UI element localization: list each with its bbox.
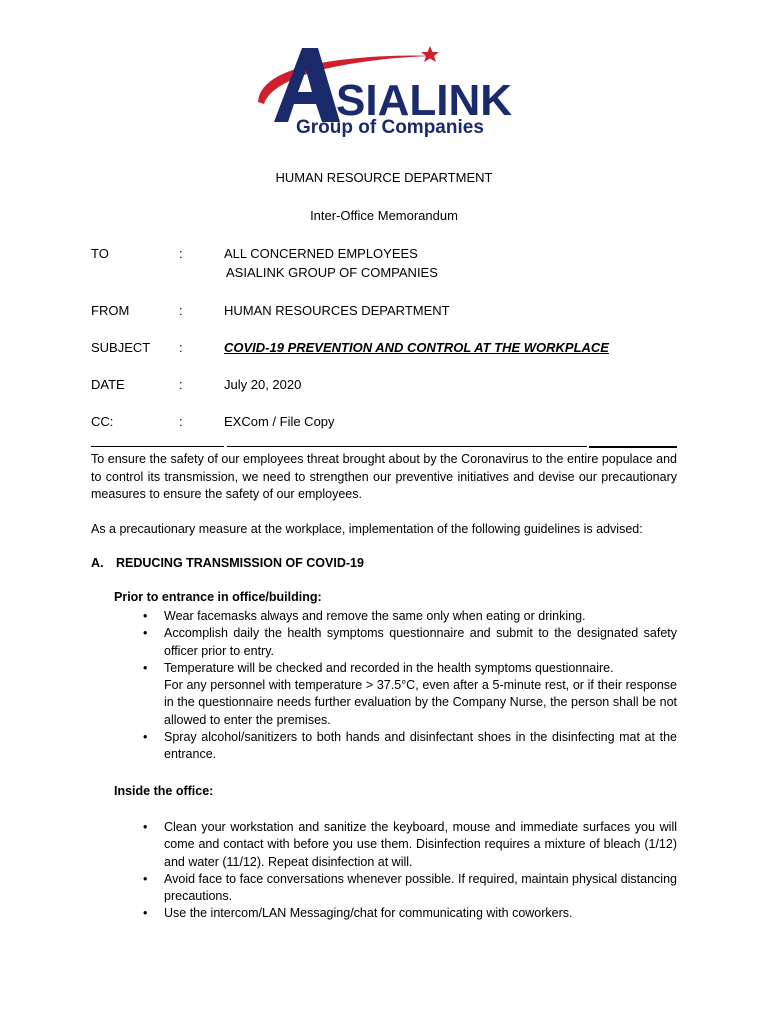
bullet: • bbox=[143, 730, 148, 745]
list-item bbox=[140, 660, 677, 729]
list-item-text-continued: For any personnel with temperature > 37.5°C, even after a 5-minute rest, or if their response in the questionnaire needs further evaluation by the Company Nurse, the person shall be not allowed to enter the premises. bbox=[164, 678, 677, 727]
bullet: • bbox=[143, 660, 148, 675]
separator-line-3 bbox=[589, 446, 677, 448]
date-value: July 20, 2020 bbox=[224, 377, 302, 392]
logo-graphic bbox=[250, 40, 520, 140]
memo-type: Inter-Office Memorandum bbox=[310, 208, 458, 223]
logo-tagline: Group of Companies bbox=[296, 117, 484, 138]
department-title: HUMAN RESOURCE DEPARTMENT bbox=[275, 170, 493, 185]
bullet: • bbox=[143, 626, 148, 641]
list-item bbox=[140, 608, 677, 625]
cc-label: CC: bbox=[91, 414, 114, 429]
bullet: • bbox=[143, 906, 148, 921]
to-colon: : bbox=[179, 246, 183, 261]
asialink-logo bbox=[250, 40, 520, 140]
subject-row bbox=[91, 340, 691, 358]
intro-paragraph: To ensure the safety of our employees threat brought about by the Coronavirus to the entire populace and to control its transmission, we need to strengthen our preventive initiatives and devise our precautionary measures to ensure the safety of our employees. bbox=[91, 452, 677, 501]
list-item bbox=[140, 729, 677, 764]
precaution-paragraph: As a precautionary measure at the workplace, implementation of the following guidelines is advised: bbox=[91, 522, 643, 536]
bullet: • bbox=[143, 871, 148, 886]
to-row bbox=[91, 246, 691, 264]
list-item-text: Avoid face to face conversations whenever possible. If required, maintain physical distancing precautions. bbox=[164, 871, 677, 904]
bullet: • bbox=[143, 609, 148, 623]
to-label: TO bbox=[91, 246, 109, 261]
list-item bbox=[140, 819, 677, 871]
from-value: HUMAN RESOURCES DEPARTMENT bbox=[224, 303, 450, 318]
list-item-text: Clean your workstation and sanitize the keyboard, mouse and immediate surfaces you will come and contact with before you use them. Disinfection requires a mixture of bleach (1/12) and water (11/12). Repeat disinfection at will. bbox=[164, 820, 677, 869]
from-colon: : bbox=[179, 303, 183, 318]
cc-row bbox=[91, 414, 691, 432]
cc-colon: : bbox=[179, 414, 183, 429]
date-label: DATE bbox=[91, 377, 125, 392]
bullet: • bbox=[143, 820, 148, 834]
inside-heading: Inside the office: bbox=[114, 784, 214, 798]
logo-brand-text: SIALINK bbox=[336, 76, 512, 125]
from-label: FROM bbox=[91, 303, 130, 318]
separator-line-2 bbox=[227, 446, 587, 447]
subject-value: COVID-19 PREVENTION AND CONTROL AT THE WORKPLACE bbox=[224, 340, 609, 355]
list-item-text: Temperature will be checked and recorded in the health symptoms questionnaire. bbox=[164, 660, 614, 675]
list-item-text: Accomplish daily the health symptoms questionnaire and submit to the designated safety officer prior to entry. bbox=[164, 626, 677, 658]
cc-value: EXCom / File Copy bbox=[224, 414, 335, 429]
section-a-heading: A. REDUCING TRANSMISSION OF COVID-19 bbox=[91, 556, 364, 570]
to-value-1: ALL CONCERNED EMPLOYEES bbox=[224, 246, 418, 261]
to-row-2 bbox=[91, 265, 691, 283]
to-value-2: ASIALINK GROUP OF COMPANIES bbox=[226, 265, 438, 280]
subject-colon: : bbox=[179, 340, 183, 355]
inside-list bbox=[140, 819, 677, 923]
separator-line-1 bbox=[91, 446, 224, 447]
prior-list bbox=[140, 608, 677, 764]
list-item-text: Use the intercom/LAN Messaging/chat for communicating with coworkers. bbox=[164, 906, 573, 921]
subject-label: SUBJECT bbox=[91, 340, 151, 355]
list-item bbox=[140, 905, 677, 922]
date-row bbox=[91, 377, 691, 395]
list-item-text: Wear facemasks always and remove the same only when eating or drinking. bbox=[164, 609, 586, 623]
list-item bbox=[140, 871, 677, 906]
date-colon: : bbox=[179, 377, 183, 392]
list-item bbox=[140, 625, 677, 660]
from-row bbox=[91, 303, 691, 321]
prior-heading: Prior to entrance in office/building: bbox=[114, 590, 322, 604]
list-item-text: Spray alcohol/sanitizers to both hands and disinfectant shoes in the disinfecting mat at the entrance. bbox=[164, 730, 677, 762]
